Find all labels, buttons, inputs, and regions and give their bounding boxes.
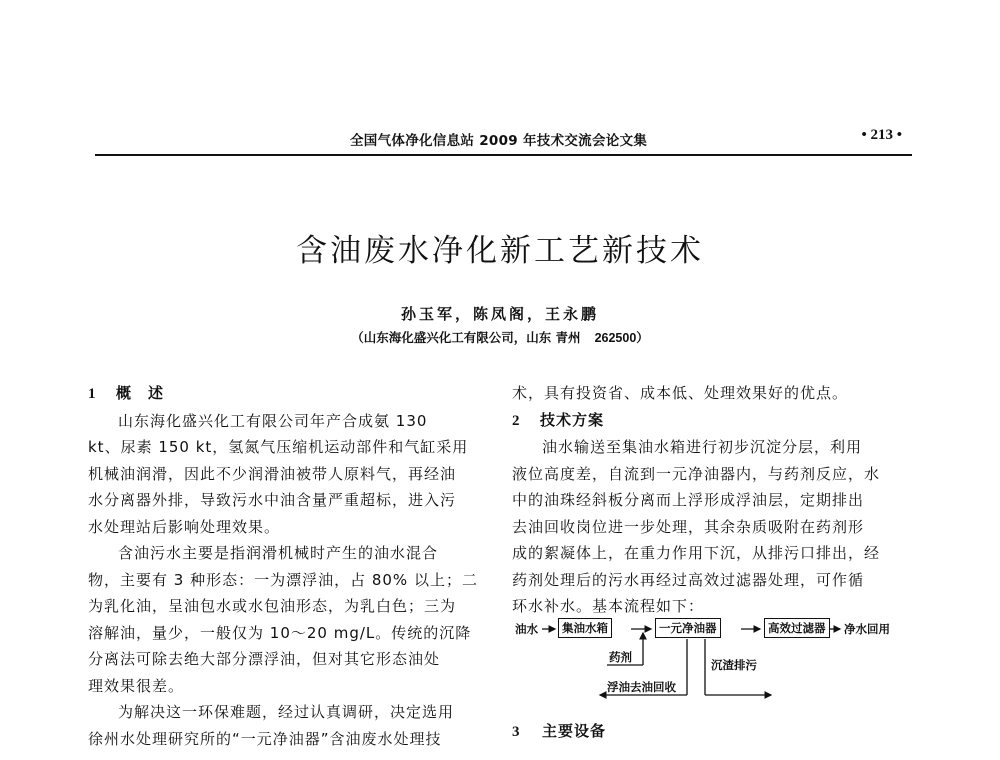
section-heading-1 [88,380,500,408]
flow-node-oil-purifier: 一元净油器 [655,618,721,638]
section-number: 3 [512,724,521,740]
flow-node-high-efficiency-filter: 高效过滤器 [764,618,830,638]
section-number: 1 [88,386,97,402]
section-title: 概 述 [116,384,165,402]
body-line: 徐州水处理研究所的“一元净油器”含油废水处理技 [88,729,442,748]
flow-input-label: 油水 [515,622,538,636]
body-line: 溶解油，量少，一般仅为 10～20 mg/L。传统的沉降 [88,623,472,642]
body-line: 水分离器外排，导致污水中油含量严重超标，进入污 [88,491,457,509]
section-title: 主要设备 [542,722,607,740]
body-line: 机械油润滑，因此不少润滑油被带人原料气，再经油 [88,464,457,483]
body-line: 液位高度差，自流到一元净油器内，与药剂反应，水 [512,464,881,483]
flow-reagent-label: 药剂 [609,650,632,664]
page-number: • 213 • [861,127,902,143]
body-line: 油水输送至集油水箱进行初步沉淀分层，利用 [542,438,863,456]
flow-oil-recovery-label: 浮油去油回收 [607,680,676,694]
section-title: 技术方案 [540,410,605,429]
flow-output-label: 净水回用 [844,622,890,636]
body-line: 术，具有投资省、成本低、处理效果好的优点。 [512,384,849,402]
left-column [88,380,500,752]
body-line: 分离法可除去绝大部分漂浮油，但对其它形态油处 [88,650,441,668]
body-line: 水处理站后影响处理效果。 [88,517,281,536]
body-line: 去油回收岗位进一步处理，其余杂质吸附在药剂形 [512,517,865,536]
body-line: 为解决这一环保难题，经过认真调研，决定选用 [118,703,455,721]
body-line: 药剂处理后的污水再经过高效过滤器处理，可作循 [512,570,865,589]
body-line: 成的絮凝体上，在重力作用下沉，从排污口排出，经 [512,544,881,562]
body-line: kt、尿素 150 kt，氢氮气压缩机运动部件和气缸采用 [88,438,469,456]
body-line: 物，主要有 3 种形态：一为漂浮油，占 80% 以上；二 [88,570,478,589]
process-flow-diagram [515,616,915,706]
section-heading-2 [512,407,924,435]
affiliation [0,328,1000,346]
header-rule [95,154,912,156]
body-line: 理效果很差。 [88,676,185,695]
body-line: 含油污水主要是指润滑机械时产生的油水混合 [118,544,439,562]
body-line: 山东海化盛兴化工有限公司年产合成氨 130 [118,411,428,430]
running-header [95,127,912,149]
body-line: 中的油珠经斜板分离而上浮形成浮油层，定期排出 [512,491,865,509]
section-number: 2 [512,412,521,429]
affiliation-text: （山东海化盛兴化工有限公司，山东 青州 [351,330,581,345]
section-heading-3 [512,720,606,741]
authors: 孙玉军，陈凤阁，王永鹏 [400,305,599,323]
running-title: 全国气体净化信息站 2009 年技术交流会论文集 [350,133,648,149]
flow-sludge-label: 沉渣排污 [711,658,757,672]
body-line: 环水补水。基本流程如下： [512,597,705,615]
paper-title: 含油废水净化新工艺新技术 [296,233,704,269]
body-line: 为乳化油，呈油包水或水包油形态，为乳白色；三为 [88,597,457,615]
flow-node-collection-tank: 集油水箱 [558,618,612,638]
postcode: 262500） [594,331,649,345]
right-column [512,380,924,620]
